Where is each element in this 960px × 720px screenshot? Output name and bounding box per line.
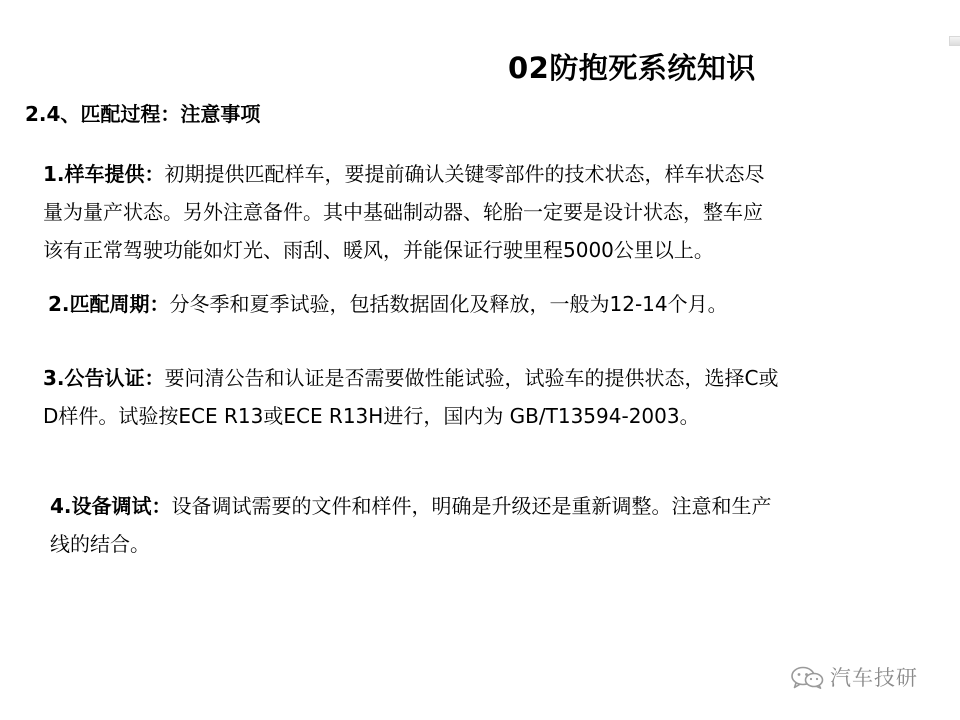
item-line xyxy=(43,359,778,397)
item-lead: 4.设备调试： xyxy=(50,494,172,518)
watermark xyxy=(790,662,918,692)
item-equipment-debug xyxy=(50,487,772,563)
item-text: 设备调试需要的文件和样件，明确是升级还是重新调整。注意和生产 xyxy=(171,494,772,518)
item-line: D样件。试验按ECE R13或ECE R13H进行，国内为 GB/T13594-2003。 xyxy=(43,404,700,428)
watermark-text: 汽车技研 xyxy=(830,666,918,690)
wechat-icon xyxy=(790,665,824,689)
item-line xyxy=(48,285,728,323)
slide-title: 02防抱死系统知识 xyxy=(508,51,756,85)
item-text: 初期提供匹配样车，要提前确认关键零部件的技术状态，样车状态尽 xyxy=(164,162,765,186)
item-lead: 1.样车提供： xyxy=(43,162,165,186)
item-line xyxy=(43,155,765,193)
item-lead: 3.公告认证： xyxy=(43,366,165,390)
item-lead: 2.匹配周期： xyxy=(48,292,170,316)
item-certification xyxy=(43,359,778,435)
item-text: 分冬季和夏季试验，包括数据固化及释放，一般为12-14个月。 xyxy=(169,292,728,316)
item-sample-vehicle xyxy=(43,155,765,269)
item-line: 量为量产状态。另外注意备件。其中基础制动器、轮胎一定要是设计状态，整车应 xyxy=(43,200,763,224)
item-text: 要问清公告和认证是否需要做性能试验，试验车的提供状态，选择C或 xyxy=(164,366,779,390)
item-matching-period xyxy=(48,285,728,323)
item-line: 线的结合。 xyxy=(50,532,150,556)
item-line xyxy=(50,487,772,525)
item-line: 该有正常驾驶功能如灯光、雨刮、暖风，并能保证行驶里程5000公里以上。 xyxy=(43,238,714,262)
section-heading: 2.4、匹配过程：注意事项 xyxy=(25,102,261,126)
corner-decoration xyxy=(949,36,960,46)
